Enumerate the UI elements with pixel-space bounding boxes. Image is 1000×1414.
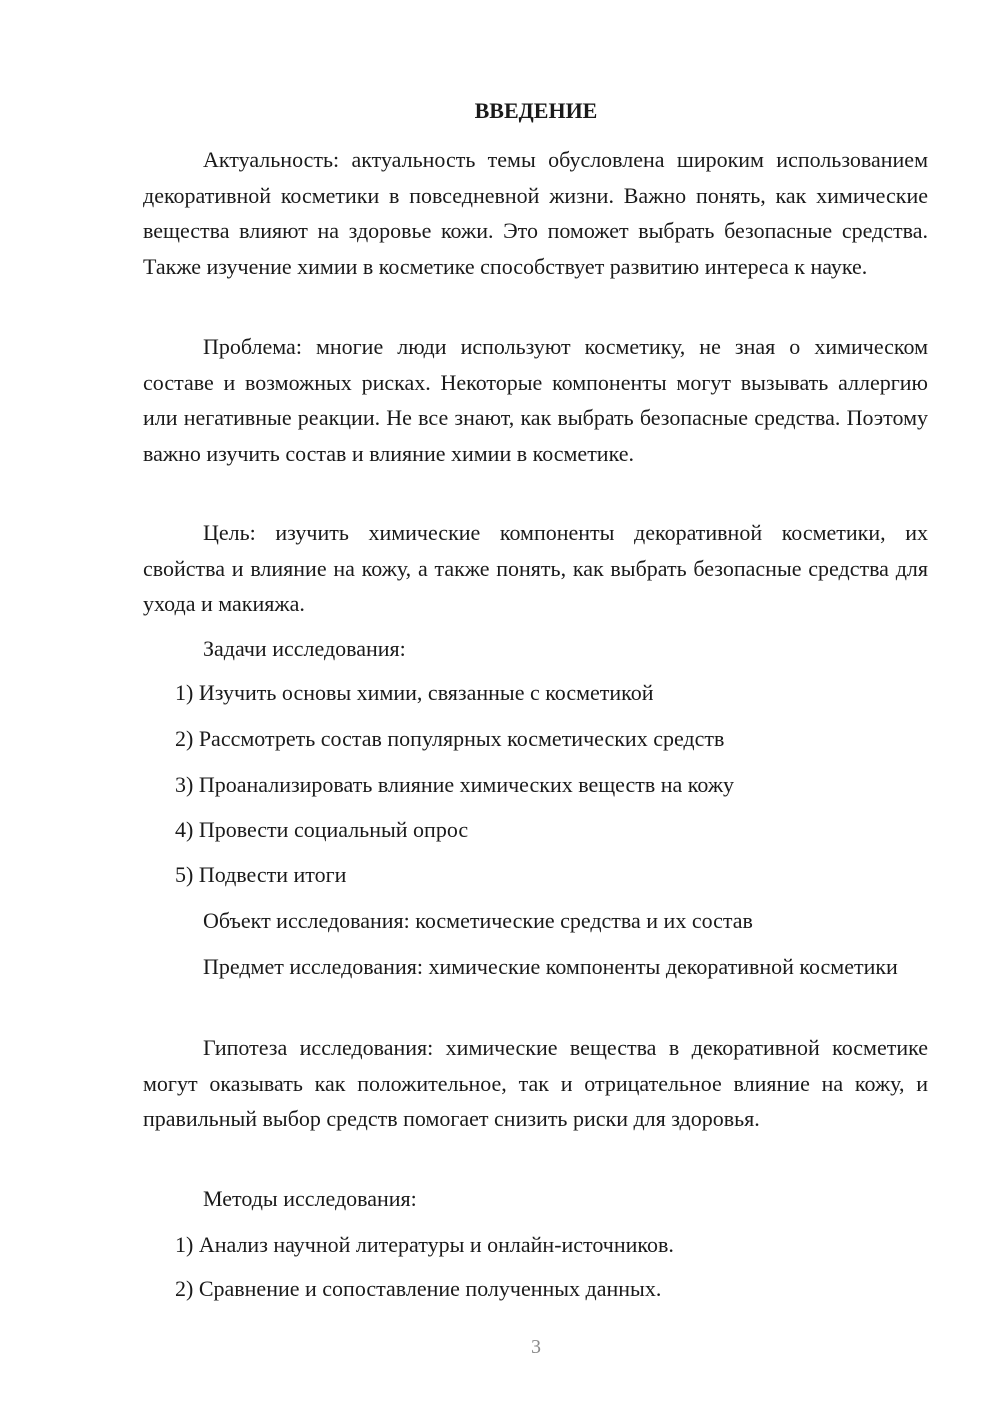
relevance-paragraph: Актуальность: актуальность темы обусловлена широким использованием декоративной косметики в повседневной жизни. Важно понять, как химические вещества влияют на здоровье кожи. Это поможет выбрать безопасные средства. Также изучение химии в косметике способствует развитию интереса к науке.	[143, 147, 928, 279]
method-item: 2) Сравнение и сопоставление полученных данных.	[175, 1276, 662, 1301]
task-item: 1) Изучить основы химии, связанные с косметикой	[175, 680, 654, 705]
subject-paragraph: Предмет исследования: химические компоненты декоративной косметики	[203, 954, 898, 979]
goal-paragraph: Цель: изучить химические компоненты декоративной косметики, их свойства и влияние на кожу, а также понять, как выбрать безопасные средства для ухода и макияжа.	[143, 520, 928, 616]
task-item: 3) Проанализировать влияние химических веществ на кожу	[175, 772, 735, 797]
task-item: 4) Провести социальный опрос	[175, 817, 469, 842]
object-paragraph: Объект исследования: косметические средства и их состав	[203, 908, 753, 933]
tasks-heading: Задачи исследования:	[203, 636, 406, 661]
page-number: 3	[531, 1336, 541, 1358]
section-title: ВВЕДЕНИЕ	[474, 98, 598, 123]
problem-paragraph: Проблема: многие люди используют косметику, не зная о химическом составе и возможных рисках. Некоторые компоненты могут вызывать аллергию или негативные реакции. Не все знают, как выбрать безопасные средства. Поэтому важно изучить состав и влияние химии в косметике.	[143, 334, 928, 466]
method-item: 1) Анализ научной литературы и онлайн-источников.	[175, 1232, 674, 1257]
task-item: 2) Рассмотреть состав популярных косметических средств	[175, 726, 725, 751]
methods-heading: Методы исследования:	[203, 1186, 417, 1211]
hypothesis-paragraph: Гипотеза исследования: химические вещества в декоративной косметике могут оказывать как положительное, так и отрицательное влияние на кожу, и правильный выбор средств помогает снизить риски для здоровья.	[143, 1035, 928, 1131]
task-item: 5) Подвести итоги	[175, 862, 347, 887]
